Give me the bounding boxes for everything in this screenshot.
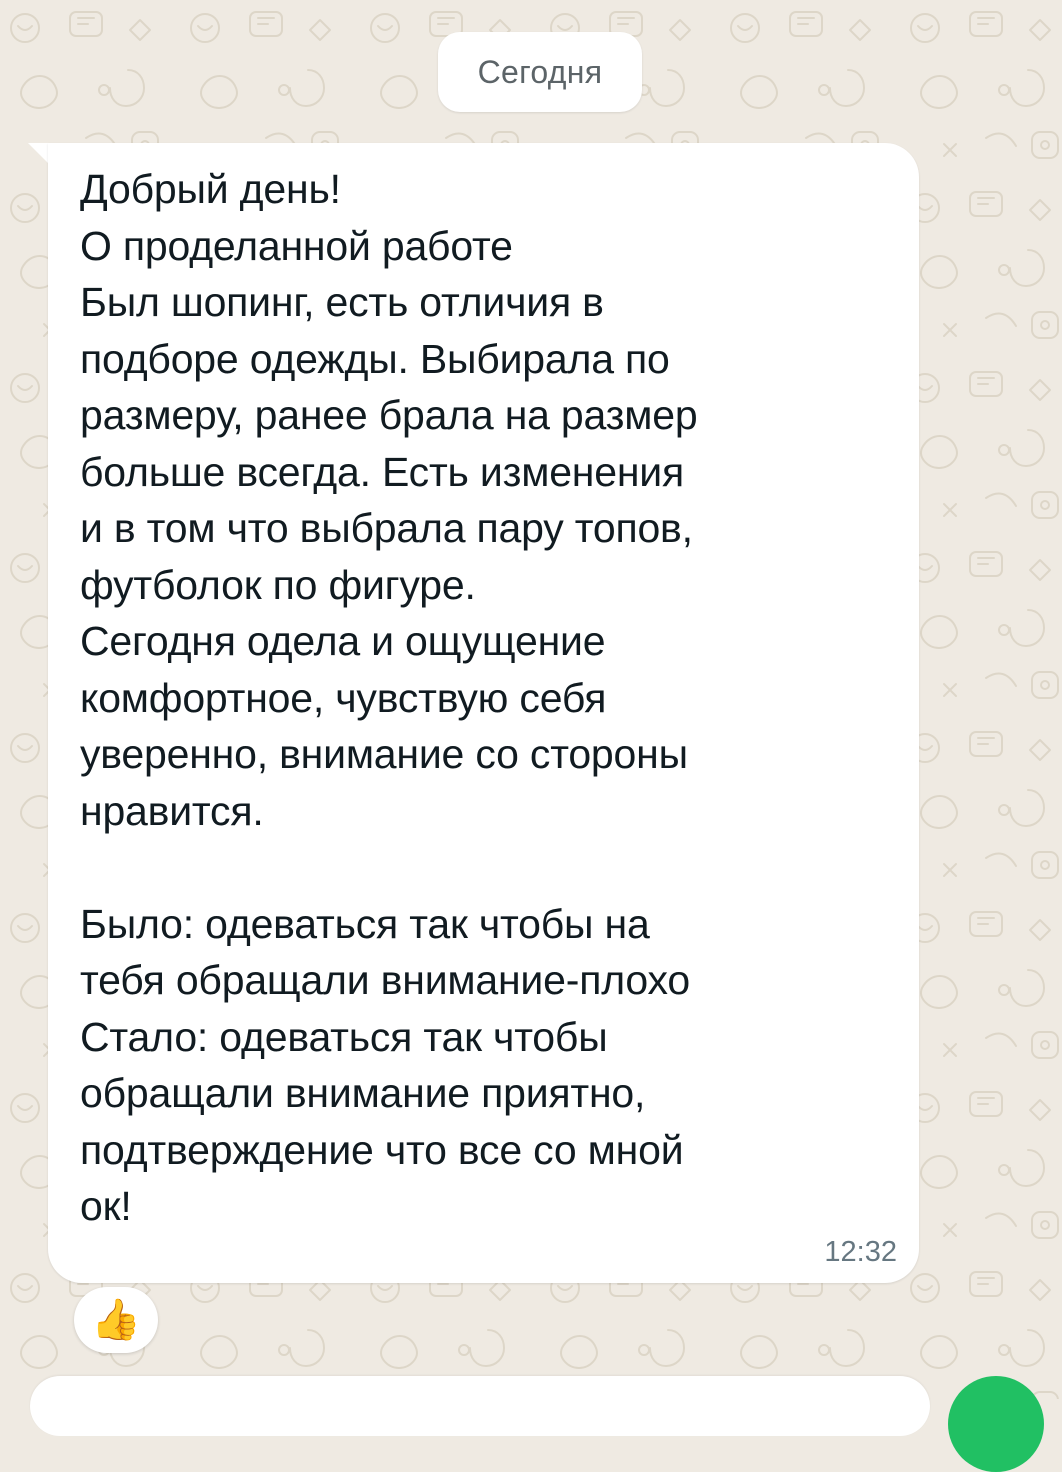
message-composer[interactable] — [30, 1376, 930, 1436]
message-timestamp: 12:32 — [824, 1236, 897, 1268]
send-button-icon[interactable] — [948, 1376, 1044, 1472]
date-separator: Сегодня — [438, 32, 642, 112]
thumbs-up-icon: 👍 — [91, 1298, 141, 1342]
incoming-message-bubble[interactable] — [48, 143, 919, 1283]
message-text: Добрый день! О проделанной работе Был шопинг, есть отличия в подборе одежды. Выбирала по размеру, ранее брала на размер больше всегда. Есть изменения и в том что выбрала пару топов, футболок по фигуре. Сегодня одела и ощущение комфортное, чувствую себя уверенно, внимание со стороны нравится. Было: одеваться так чтобы на тебя обращали внимание-плохо Стало: одеваться так чтобы обращали внимание приятно, подтверждение что все со мной ок! — [80, 166, 698, 1229]
reaction-badge[interactable] — [74, 1287, 158, 1353]
message-bubble-tail — [28, 143, 50, 165]
